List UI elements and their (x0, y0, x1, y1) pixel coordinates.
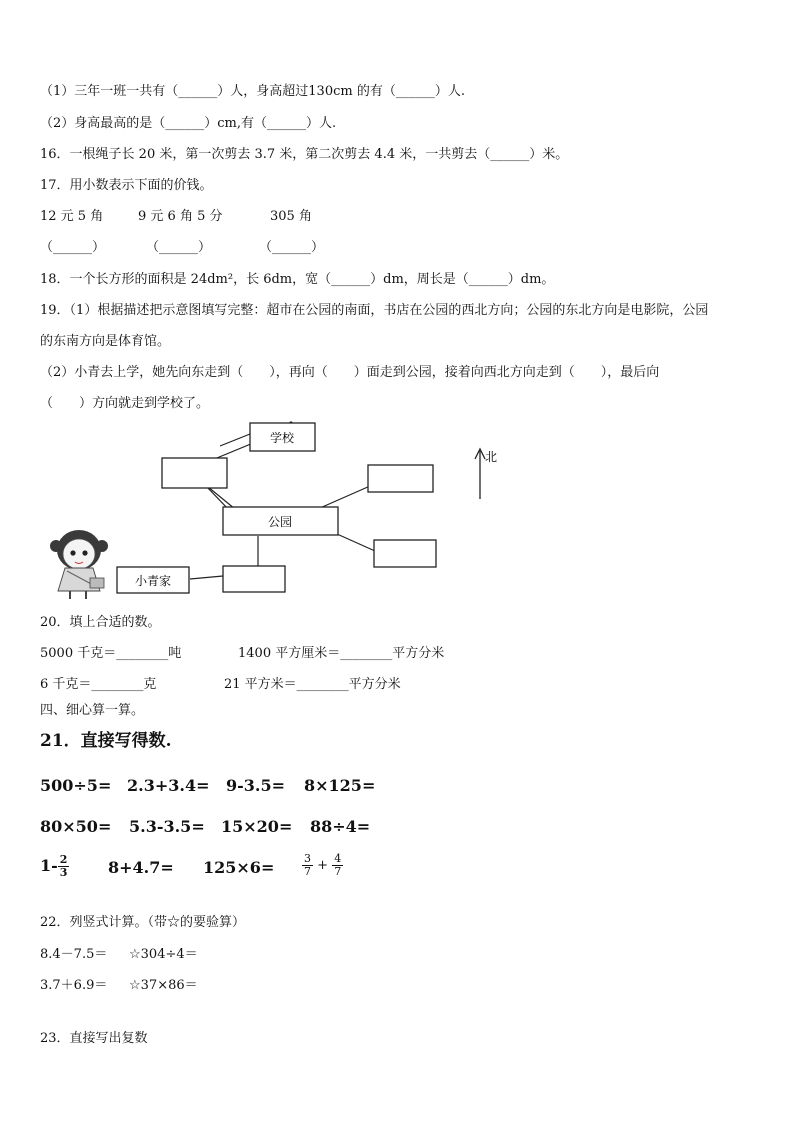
q21-r1-4: 8×125= (304, 776, 376, 795)
fraction-three-sevenths (302, 853, 313, 878)
q15-part1: （1）三年一班一共有（______）人，身高超过130cm 的有（______）人. (40, 84, 465, 99)
q21-r2-2: 5.3-3.5= (129, 817, 205, 836)
q17-blank-3: （______） (259, 240, 325, 255)
girl-illustration (50, 530, 108, 599)
north-label: 北 (485, 450, 498, 464)
q19-line-3: （2）小青去上学，她先向东走到（ ），再向（ ）面走到公园，接着向西北方向走到（ ），最后向 (40, 365, 660, 380)
direction-diagram (40, 416, 520, 601)
blank-box-southeast[interactable] (374, 540, 436, 567)
fraction-four-sevenths (332, 853, 343, 878)
q18-text: 18．一个长方形的面积是 24dm²，长 6dm，宽（______）dm，周长是（______）dm。 (40, 272, 555, 287)
fraction-denominator: 7 (304, 865, 311, 878)
q15-part2: （2）身高最高的是（______）cm,有（______）人. (40, 116, 337, 131)
blank-box-northeast[interactable] (368, 465, 433, 492)
q22-title: 22．列竖式计算。（带☆的要验算） (40, 915, 246, 930)
fraction-numerator: 3 (304, 852, 311, 865)
fraction-numerator: 4 (334, 852, 342, 865)
fraction-denominator: 3 (59, 866, 68, 879)
q20-r1c2: 1400 平方厘米＝________平方分米 (238, 646, 445, 661)
q21-r1-3: 9-3.5= (226, 776, 286, 795)
north-arrow-icon (475, 449, 485, 499)
q21-r2-4: 88÷4= (310, 817, 371, 836)
section-heading: 四、细心算一算。 (40, 703, 145, 718)
park-label: 公园 (267, 515, 293, 529)
q20-r2c2: 21 平方米＝________平方分米 (224, 677, 401, 692)
q20-r1c1: 5000 千克＝________吨 (40, 646, 182, 661)
q21-r3-2: 8+4.7= (108, 858, 174, 877)
q19-line-1: 19．（1）根据描述把示意图填写完整：超市在公园的南面，书店在公园的西北方向；公园的东北方向是电影院，公园 (40, 303, 709, 318)
q22-r2b: ☆37×86＝ (129, 978, 198, 993)
q21-r3-1-prefix: 1- (40, 856, 58, 875)
plus-sign: + (317, 858, 329, 873)
q22-r1b: ☆304÷4＝ (129, 947, 198, 962)
q20-title: 20．填上合适的数。 (40, 615, 161, 630)
blank-box-northwest[interactable] (162, 458, 227, 488)
school-label: 学校 (269, 431, 295, 445)
q19-line-4: （ ）方向就走到学校了。 (40, 396, 210, 411)
q17-title: 17．用小数表示下面的价钱。 (40, 178, 213, 193)
q19-line-2: 的东南方向是体育馆。 (40, 334, 171, 349)
q21-r2-1: 80×50= (40, 817, 112, 836)
q21-r2-3: 15×20= (221, 817, 293, 836)
q17-item-3: 305 角 (270, 209, 312, 224)
fraction-denominator: 7 (334, 865, 342, 878)
q21-r3-1 (40, 849, 69, 883)
q21-r3-3: 125×6= (203, 858, 275, 877)
q22-r1a: 8.4－7.5＝ (40, 947, 108, 962)
fraction-two-thirds (58, 854, 70, 879)
fraction-numerator: 2 (59, 853, 68, 866)
q17-item-1: 12 元 5 角 (40, 209, 104, 224)
q21-title: 21．直接写得数. (40, 731, 172, 751)
q23-text: 23．直接写出复数 (40, 1031, 148, 1046)
q21-r3-4 (302, 849, 343, 883)
home-label: 小青家 (134, 574, 172, 588)
q16-text: 16．一根绳子长 20 米，第一次剪去 3.7 米，第二次剪去 4.4 米，一共剪去（______）米。 (40, 147, 569, 162)
q17-blank-2: （______） (146, 240, 212, 255)
q21-r1-1: 500÷5= (40, 776, 112, 795)
q22-r2a: 3.7＋6.9＝ (40, 978, 108, 993)
q17-item-2: 9 元 6 角 5 分 (138, 209, 223, 224)
blank-box-south[interactable] (223, 566, 285, 592)
q17-blank-1: （______） (40, 240, 106, 255)
q20-r2c1: 6 千克＝________克 (40, 677, 157, 692)
q21-r1-2: 2.3+3.4= (127, 776, 210, 795)
